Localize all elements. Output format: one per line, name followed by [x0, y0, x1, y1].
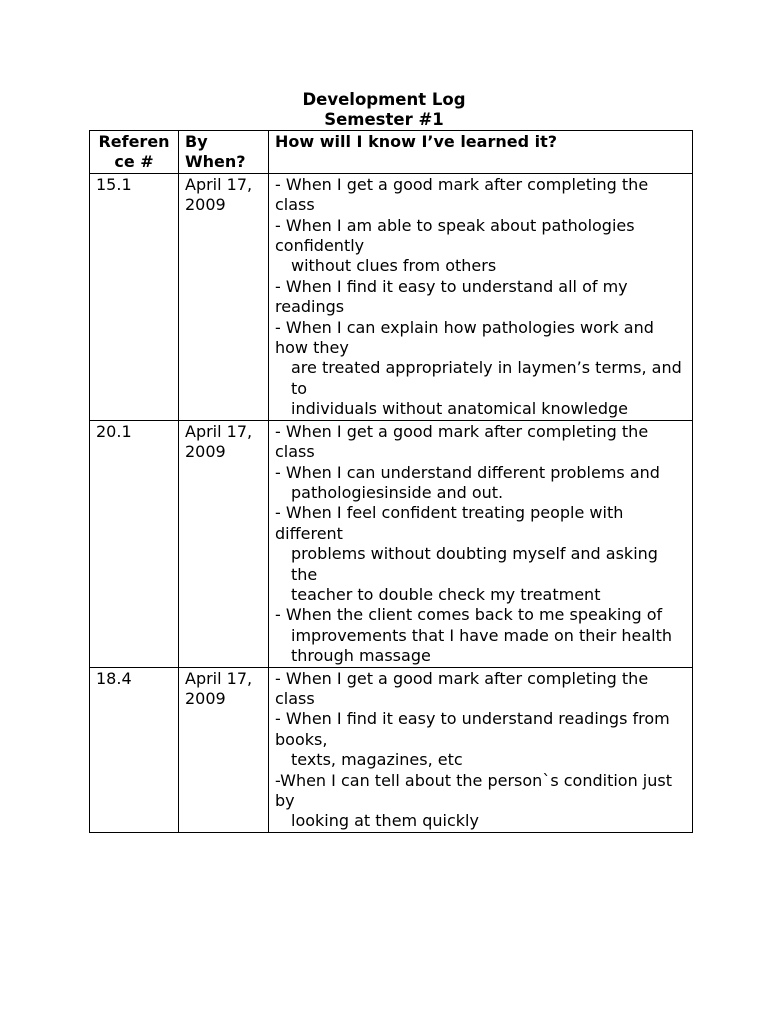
- criteria-line: - When I find it easy to understand all of my readings: [275, 276, 633, 317]
- header-how: How will I know I’ve learned it?: [269, 131, 693, 174]
- criteria-line: individuals without anatomical knowledge: [291, 399, 629, 419]
- criteria-line: - When I find it easy to understand readings from books,: [275, 709, 675, 749]
- cell-by-when: April 17, 2009: [179, 420, 269, 667]
- criteria-line: -When I can tell about the person`s condition just by: [275, 770, 678, 810]
- criteria-line: - When I get a good mark after completing the class: [275, 421, 654, 462]
- criteria-line: problems without doubting myself and asking the: [291, 544, 664, 584]
- criteria-line: without clues from others: [291, 256, 497, 276]
- cell-how: [269, 173, 693, 420]
- development-log-table: [89, 130, 693, 833]
- criteria-line: through massage: [291, 646, 431, 666]
- title-line-1: Development Log: [302, 90, 466, 109]
- table-body: [90, 173, 693, 832]
- title-line-2: Semester #1: [324, 110, 444, 129]
- criteria-line: - When I can understand different problems and: [275, 462, 660, 482]
- criteria-line: - When the client comes back to me speaking of: [275, 605, 663, 625]
- cell-by-when: April 17, 2009: [179, 667, 269, 832]
- table-header-row: [90, 131, 693, 174]
- cell-reference: 18.4: [90, 667, 179, 832]
- criteria-line: - When I feel confident treating people with different: [275, 503, 629, 543]
- criteria-line: - When I can explain how pathologies work and how they: [275, 317, 659, 358]
- cell-by-when: April 17, 2009: [179, 173, 269, 420]
- cell-how: [269, 420, 693, 667]
- criteria-line: - When I get a good mark after completing the class: [275, 668, 654, 708]
- cell-reference: 15.1: [90, 173, 179, 420]
- criteria-line: teacher to double check my treatment: [291, 584, 601, 604]
- criteria-line: texts, magazines, etc: [291, 750, 463, 770]
- criteria-line: looking at them quickly: [291, 811, 479, 831]
- table-row: [90, 420, 693, 667]
- criteria-line: improvements that I have made on their health: [291, 625, 673, 645]
- table-row: [90, 173, 693, 420]
- document-title: [0, 90, 768, 130]
- cell-reference: 20.1: [90, 420, 179, 667]
- criteria-line: - When I am able to speak about pathologies confidently: [275, 215, 640, 256]
- table-row: [90, 667, 693, 832]
- criteria-line: are treated appropriately in laymen’s terms, and to: [291, 358, 687, 398]
- criteria-line: pathologiesinside and out.: [291, 482, 504, 502]
- criteria-line: - When I get a good mark after completing the class: [275, 174, 654, 215]
- header-by-when: By When?: [179, 131, 269, 174]
- header-reference: Reference #: [90, 131, 179, 174]
- cell-how: [269, 667, 693, 832]
